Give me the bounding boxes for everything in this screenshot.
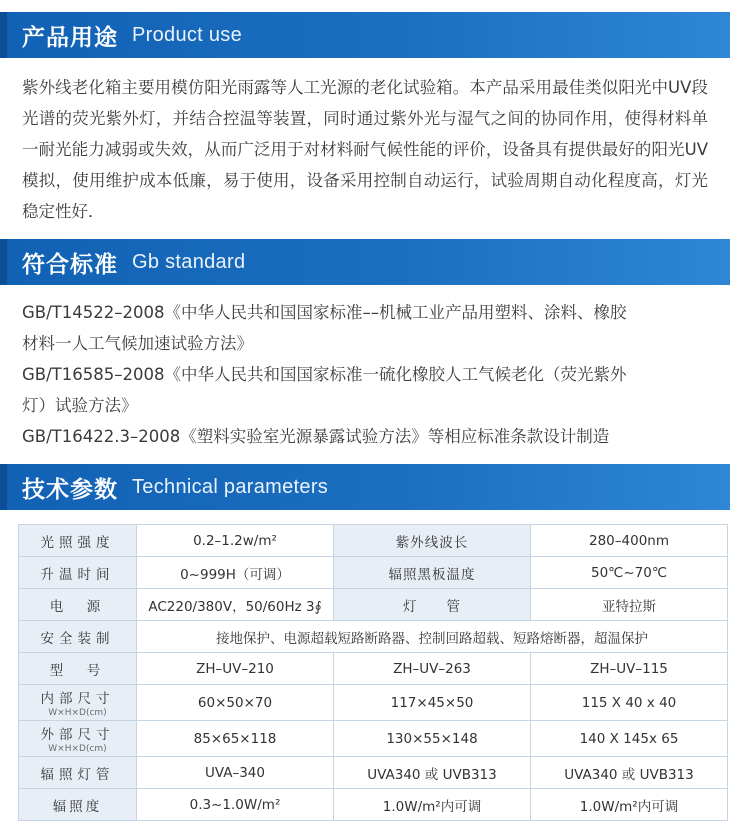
table-cell-value: 1.0W/m²内可调: [334, 789, 531, 821]
gb-standard-line: 灯）试验方法》: [22, 396, 138, 415]
table-cell-value: ZH–UV–115: [531, 653, 728, 685]
table-cell-value: 0.3~1.0W/m²: [137, 789, 334, 821]
table-row-label: 紫外线波长: [334, 525, 531, 557]
table-row: [19, 589, 728, 621]
table-row: [19, 653, 728, 685]
table-row-label: 外部尺寸 W×H×D(cm): [19, 721, 137, 757]
table-cell-value: UVA340 或 UVB313: [531, 757, 728, 789]
table-row: [19, 525, 728, 557]
table-cell-value: 1.0W/m²内可调: [531, 789, 728, 821]
table-cell-value: 130×55×148: [334, 721, 531, 757]
section-header-technical-parameters: [0, 464, 730, 510]
accent-bar: [0, 464, 7, 510]
parameters-table-wrap: [18, 524, 712, 821]
table-cell-value: ZH–UV–210: [137, 653, 334, 685]
gb-standard-line: GB/T16422.3–2008《塑料实验室光源暴露试验方法》等相应标准条款设计制造: [22, 427, 610, 446]
section-title-cn: 符合标准: [22, 251, 118, 278]
table-cell-value: 50℃~70℃: [531, 557, 728, 589]
table-cell-value: UVA–340: [137, 757, 334, 789]
table-row-label: 型 号: [19, 653, 137, 685]
table-row-label: 辐照黑板温度: [334, 557, 531, 589]
product-use-paragraph: 紫外线老化箱主要用模仿阳光雨露等人工光源的老化试验箱。本产品采用最佳类似阳光中UV段光谱的荧光紫外灯，并结合控温等装置，同时通过紫外光与湿气之间的协同作用，使得材料单一耐光能力减弱或失效，从而广泛用于对材料耐气候性能的评价，设备具有提供最好的阳光UV模拟，使用维护成本低廉，易于使用，设备采用控制自动运行，试验周期自动化程度高，灯光稳定性好．: [22, 78, 708, 221]
table-cell-value: 85×65×118: [137, 721, 334, 757]
table-cell-value: ZH–UV–263: [334, 653, 531, 685]
table-row-label: 安全装制: [19, 621, 137, 653]
table-row: [19, 685, 728, 721]
table-row-label: 升温时间: [19, 557, 137, 589]
accent-bar: [0, 12, 7, 58]
table-cell-value: 接地保护、电源超载短路断路器、控制回路超载、短路熔断器，超温保护: [137, 621, 728, 653]
table-label-subtext: W×H×D(cm): [48, 708, 107, 718]
document-page: [0, 12, 730, 821]
table-label-subtext: W×H×D(cm): [48, 744, 107, 754]
accent-bar: [0, 239, 7, 285]
section-title-en: Product use: [132, 23, 243, 46]
table-cell-value: 115 X 40 x 40: [531, 685, 728, 721]
gb-standard-line: 材料一人工气候加速试验方法》: [22, 334, 253, 353]
table-row-label: 灯 管: [334, 589, 531, 621]
table-cell-value: 117×45×50: [334, 685, 531, 721]
table-row-label: 辐照度: [19, 789, 137, 821]
table-cell-value: 亚特拉斯: [531, 589, 728, 621]
table-row-label: 辐照灯管: [19, 757, 137, 789]
table-cell-value: 0~999H（可调）: [137, 557, 334, 589]
table-row-label: 内部尺寸 W×H×D(cm): [19, 685, 137, 721]
section-title-en: Gb standard: [132, 250, 246, 273]
table-row: [19, 757, 728, 789]
section-header-gb-standard: [0, 239, 730, 285]
section-title-cn: 技术参数: [22, 476, 118, 503]
section-header-product-use: [0, 12, 730, 58]
gb-standard-line: GB/T16585–2008《中华人民共和国国家标准一硫化橡胶人工气候老化（荧光紫外: [22, 365, 627, 384]
table-cell-value: 0.2–1.2w/m²: [137, 525, 334, 557]
parameters-table: [18, 524, 728, 821]
table-row: [19, 621, 728, 653]
table-row-label: 光照强度: [19, 525, 137, 557]
gb-standard-list: [22, 297, 708, 452]
gb-standard-line: GB/T14522–2008《中华人民共和国国家标准––机械工业产品用塑料、涂料、橡胶: [22, 303, 627, 322]
table-cell-value: 60×50×70: [137, 685, 334, 721]
section-title-cn: 产品用途: [22, 24, 118, 51]
table-row: [19, 721, 728, 757]
table-row: [19, 789, 728, 821]
table-cell-value: UVA340 或 UVB313: [334, 757, 531, 789]
table-cell-value: AC220/380V，50/60Hz 3∮: [137, 589, 334, 621]
table-cell-value: 280–400nm: [531, 525, 728, 557]
section-title-en: Technical parameters: [132, 475, 329, 498]
table-cell-value: 140 X 145x 65: [531, 721, 728, 757]
table-row-label: 电 源: [19, 589, 137, 621]
table-row: [19, 557, 728, 589]
